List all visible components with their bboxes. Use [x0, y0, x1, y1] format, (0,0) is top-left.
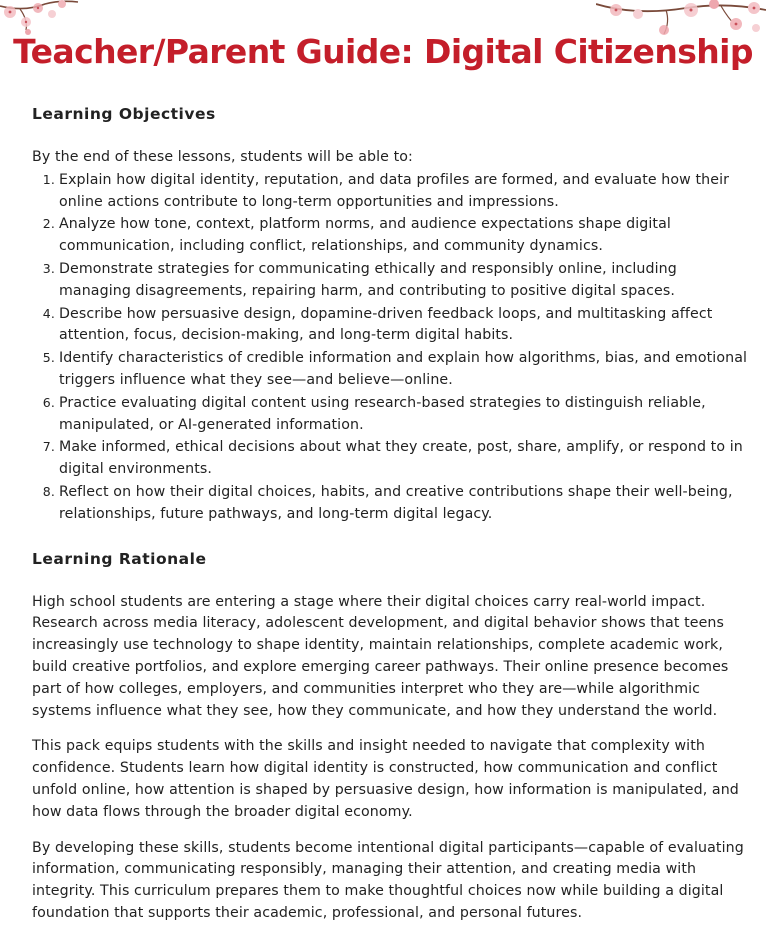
document-body [32, 103, 748, 925]
objective-item: 3. Demonstrate strategies for communicating ethically and responsibly online, including managing disagreements, repairing harm, and contributing to positive digital spaces. [59, 258, 748, 303]
objective-item: 8. Reflect on how their digital choices, habits, and creative contributions shape their well-being, relationships, future pathways, and long-term digital legacy. [59, 481, 748, 526]
objective-item: 2. Analyze how tone, context, platform norms, and audience expectations shape digital communication, including conflict, relationships, and community dynamics. [59, 213, 748, 258]
rationale-paragraph: High school students are entering a stage where their digital choices carry real-world impact. Research across media literacy, adolescent development, and digital behavior shows that teens increasingly use technology to shape identity, maintain relationships, complete academic work, build creative portfolios, and explore emerging career pathways. Their online presence becomes part of how colleges, employers, and communities interpret who they are—while algorithmic systems influence what they see, how they communicate, and how they understand the world. [32, 593, 729, 719]
objective-item: 5. Identify characteristics of credible information and explain how algorithms, bias, and emotional triggers influence what they see—and believe—online. [59, 347, 748, 392]
page-title: Teacher/Parent Guide: Digital Citizenship [13, 32, 753, 71]
objective-item: 4. Describe how persuasive design, dopamine-driven feedback loops, and multitasking affect attention, focus, decision-making, and long-term digital habits. [59, 303, 748, 348]
rationale-paragraph: By developing these skills, students become intentional digital participants—capable of evaluating information, communicating responsibly, managing their attention, and creating media with integrity. This curriculum prepares them to make thoughtful choices now while building a digital foundation that supports their academic, professional, and personal futures. [32, 839, 744, 921]
objective-item: 6. Practice evaluating digital content using research-based strategies to distinguish reliable, manipulated, or AI-generated information. [59, 392, 748, 437]
objectives-heading: Learning Objectives [32, 105, 216, 123]
objectives-intro: By the end of these lessons, students will be able to: [32, 149, 413, 165]
rationale-heading: Learning Rationale [32, 549, 207, 568]
objectives-list [32, 169, 748, 526]
objective-item: 7. Make informed, ethical decisions about what they create, post, share, amplify, or respond to in digital environments. [59, 436, 748, 481]
rationale-paragraph: This pack equips students with the skills and insight needed to navigate that complexity with confidence. Students learn how digital identity is constructed, how communication and conflict unfold online, how attention is shaped by persuasive design, how information is manipulated, and how data flows through the broader digital economy. [32, 738, 739, 820]
objective-item: 1. Explain how digital identity, reputation, and data profiles are formed, and evaluate how their online actions contribute to long-term opportunities and impressions. [59, 169, 748, 214]
